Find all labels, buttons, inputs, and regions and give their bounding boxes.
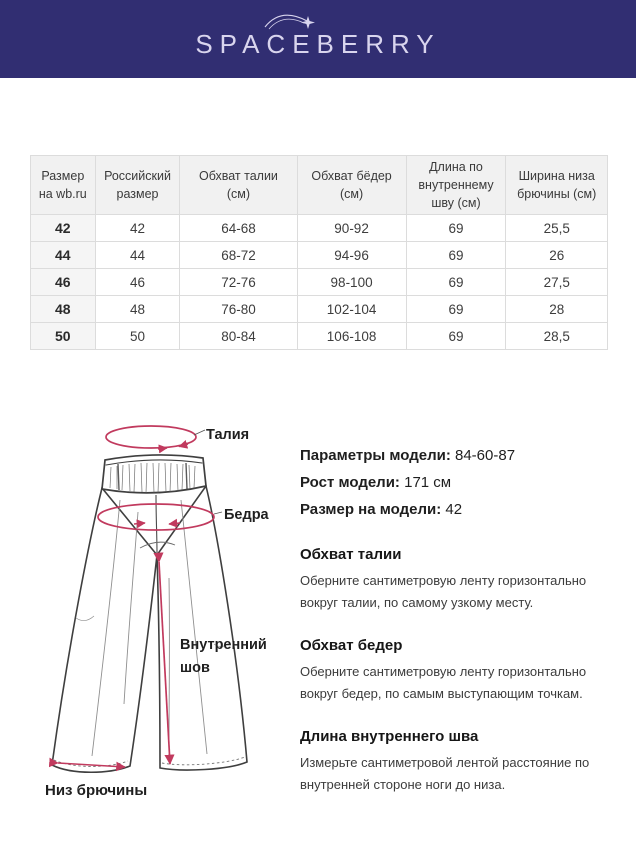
cell-ru-size: 42 [95, 215, 180, 242]
table-row [31, 269, 608, 296]
col-header-hem-width: Ширина низа брючины (см) [506, 156, 608, 215]
cell-size: 42 [31, 215, 96, 242]
col-header-ru-size: Российский размер [95, 156, 180, 215]
cell-hem-width: 25,5 [506, 215, 608, 242]
cell-inseam: 69 [406, 296, 506, 323]
cell-hips: 90-92 [297, 215, 406, 242]
hips-label: Бедра [224, 507, 269, 523]
brand-logo [195, 19, 440, 60]
cell-ru-size: 50 [95, 323, 180, 350]
cell-size: 44 [31, 242, 96, 269]
table-row [31, 296, 608, 323]
cell-inseam: 69 [406, 242, 506, 269]
model-size-value: 42 [445, 501, 463, 518]
size-table [30, 155, 608, 350]
cell-hips: 102-104 [297, 296, 406, 323]
pants-diagram [18, 408, 290, 810]
shooting-star-icon [261, 5, 321, 37]
guide-section-waist [300, 546, 625, 614]
cell-size: 46 [31, 269, 96, 296]
cell-hips: 106-108 [297, 323, 406, 350]
model-height-label: Рост модели: [300, 474, 400, 491]
guide-text: Оберните сантиметровую ленту горизонтально вокруг талии, по самому узкому месту. [300, 573, 587, 610]
cell-hips: 98-100 [297, 269, 406, 296]
waist-label: Талия [206, 427, 250, 443]
model-params-line [300, 442, 625, 469]
cell-size: 48 [31, 296, 96, 323]
cell-ru-size: 44 [95, 242, 180, 269]
model-info [300, 442, 625, 523]
cell-hem-width: 26 [506, 242, 608, 269]
guide-title: Обхват талии [300, 546, 402, 563]
model-size-label: Размер на модели: [300, 501, 442, 518]
model-height-line [300, 469, 625, 496]
measurement-guide-column [300, 442, 625, 796]
model-size-line [300, 496, 625, 523]
guide-section-hips [300, 637, 625, 705]
size-table-section [30, 155, 608, 350]
col-header-hips: Обхват бёдер (см) [297, 156, 406, 215]
size-table-header-row [31, 156, 608, 215]
cell-hem-width: 28 [506, 296, 608, 323]
cell-waist: 76-80 [180, 296, 297, 323]
table-row [31, 323, 608, 350]
cell-inseam: 69 [406, 215, 506, 242]
cell-hips: 94-96 [297, 242, 406, 269]
model-params-value: 84-60-87 [455, 447, 516, 464]
inseam-label: Внутренний шов [180, 637, 267, 677]
col-header-inseam: Длина по внутреннему шву (см) [406, 156, 506, 215]
cell-inseam: 69 [406, 323, 506, 350]
guide-text: Измерьте сантиметровой лентой расстояние по внутренней стороне ноги до низа. [300, 755, 590, 792]
brand-header [0, 0, 636, 78]
pants-outline [52, 455, 247, 772]
col-header-waist: Обхват талии (см) [180, 156, 297, 215]
guide-title: Обхват бедер [300, 637, 403, 654]
cell-waist: 64-68 [180, 215, 297, 242]
cell-hem-width: 27,5 [506, 269, 608, 296]
guide-text: Оберните сантиметровую ленту горизонтально вокруг бедер, по самым выступающим точкам. [300, 664, 587, 701]
waist-measure-ellipse [106, 426, 196, 448]
cell-ru-size: 48 [95, 296, 180, 323]
cell-waist: 68-72 [180, 242, 297, 269]
guide-title: Длина внутреннего шва [300, 728, 479, 745]
waist-label-connector [194, 430, 205, 435]
cell-hem-width: 28,5 [506, 323, 608, 350]
cell-waist: 72-76 [180, 269, 297, 296]
table-row [31, 242, 608, 269]
guide-section-inseam [300, 728, 625, 796]
hem-label: Низ брючины [45, 782, 148, 799]
table-row [31, 215, 608, 242]
model-height-value: 171 см [404, 474, 452, 491]
cell-waist: 80-84 [180, 323, 297, 350]
cell-ru-size: 46 [95, 269, 180, 296]
brand-name: SPACEBERRY [195, 28, 441, 59]
hips-label-connector [214, 512, 222, 514]
col-header-wb-size: Размер на wb.ru [31, 156, 96, 215]
cell-inseam: 69 [406, 269, 506, 296]
model-params-label: Параметры модели: [300, 447, 451, 464]
cell-size: 50 [31, 323, 96, 350]
